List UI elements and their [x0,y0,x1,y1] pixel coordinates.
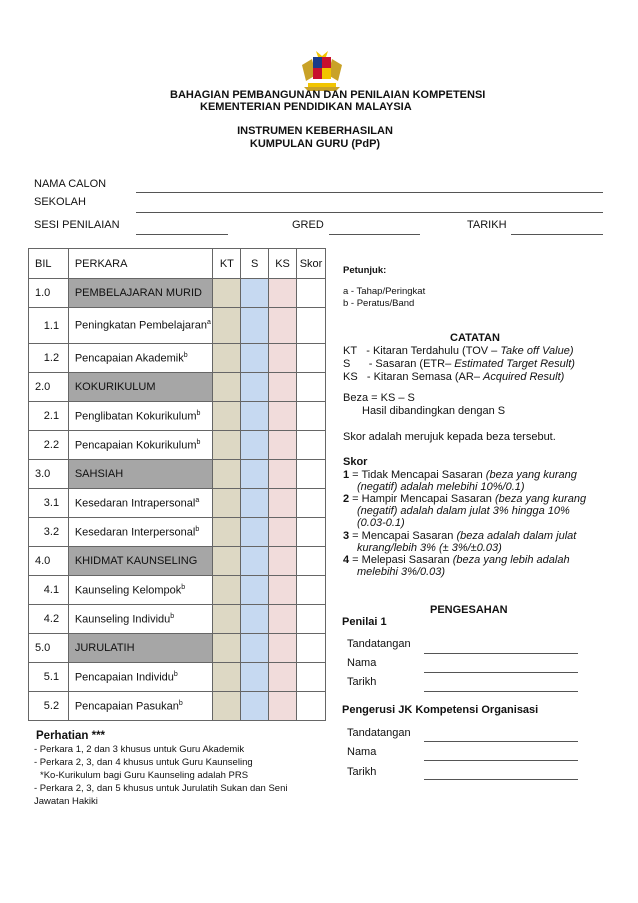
row-perkara [68,279,213,308]
table-row [29,576,326,605]
nama-calon-line[interactable] [136,192,603,193]
table-row [29,431,326,460]
skor-1-cont [357,481,525,493]
ks-cell[interactable] [269,279,297,308]
perhatian-line-3: *Ko-Kurikulum bagi Guru Kaunseling adalah PRS [40,770,249,781]
penilai-tandatangan-line[interactable] [424,653,578,654]
catatan-kt [343,345,574,357]
pengerusi-label: Pengerusi JK Kompetensi Organisasi [342,704,539,716]
row-perkara-text: KHIDMAT KAUNSELING [74,555,198,567]
skor-2-cont2-text: (0.03-0.1) [357,517,405,529]
beza-formula: Beza = KS – S [343,392,415,404]
ks-cell[interactable] [269,308,297,344]
kt-cell[interactable] [213,344,241,373]
kt-italic: Take off Value) [500,345,574,357]
skor-cell[interactable] [297,308,326,344]
row-perkara-text: Kaunseling Kelompok [74,584,182,597]
petunjuk-title: Petunjuk: [343,265,387,276]
skor-2-cont1 [357,505,570,517]
row-bil: 2.2 [29,431,69,460]
row-perkara-text: SAHSIAH [74,468,124,480]
ks-cell[interactable] [269,634,297,663]
skor-4-num: 4 [343,554,350,566]
row-bil: 4.1 [29,576,69,605]
row-perkara [68,402,213,431]
petunjuk-b: b - Peratus/Band [343,298,415,309]
table-row [29,663,326,692]
col-ks: KS [269,249,297,279]
skor-4-text: = Melepasi Sasaran [349,554,453,566]
ks-cell[interactable] [269,373,297,402]
skor-cell[interactable] [297,634,326,663]
row-perkara-text: Penglibatan Kokurikulum [74,410,197,423]
row-perkara-text: KOKURIKULUM [74,381,156,393]
skor-1-italic: (beza yang kurang [485,469,577,481]
skor-cell[interactable] [297,373,326,402]
pengerusi-nama-line[interactable] [424,760,578,761]
dept-title: BAHAGIAN PEMBANGUNAN DAN PENILAIAN KOMPETENSI [170,89,486,101]
skor-4-cont [357,566,445,578]
s-cell[interactable] [241,547,269,576]
skor-cell[interactable] [297,547,326,576]
ks-cell[interactable] [269,692,297,721]
row-indicator: b [196,409,201,417]
table-row [29,402,326,431]
penilai-nama-label: Nama [347,657,377,669]
s-cell[interactable] [241,308,269,344]
kt-cell[interactable] [213,373,241,402]
skor-cell[interactable] [297,605,326,634]
perhatian-line-1: - Perkara 1, 2 dan 3 khusus untuk Guru Akademik [34,744,245,755]
skor-2-text: = Hampir Mencapai Sasaran [349,493,495,505]
penilai-nama-line[interactable] [424,672,578,673]
s-code: S [343,358,351,370]
ks-cell[interactable] [269,344,297,373]
table-header-row [29,249,326,279]
sesi-penilaian-label: SESI PENILAIAN [34,219,120,231]
row-perkara-text: Kesedaran Interpersonal [74,526,196,539]
row-bil: 4.0 [29,547,69,576]
s-cell[interactable] [241,663,269,692]
row-bil: 4.2 [29,605,69,634]
ks-code: KS [343,371,358,383]
skor-3 [343,530,576,542]
ks-text: - Kitaran Semasa (AR– [366,371,484,383]
nama-calon-label: NAMA CALON [34,178,107,190]
penilai-1-label: Penilai 1 [342,616,387,628]
skor-cell[interactable] [297,663,326,692]
skor-1 [343,469,577,481]
row-perkara [68,344,213,373]
row-perkara [68,692,213,721]
row-perkara [68,634,213,663]
row-indicator: a [206,319,211,327]
kt-cell[interactable] [213,489,241,518]
kt-cell[interactable] [213,308,241,344]
row-bil: 1.0 [29,279,69,308]
skor-cell[interactable] [297,402,326,431]
group-title: KUMPULAN GURU (PdP) [249,138,381,150]
row-perkara [68,518,213,547]
row-perkara-text: Pencapaian Individu [74,671,174,684]
skor-3-text: = Mencapai Sasaran [349,530,457,542]
table-row [29,518,326,547]
row-indicator: b [183,351,188,359]
ks-cell[interactable] [269,663,297,692]
s-cell[interactable] [241,576,269,605]
instrument-title: INSTRUMEN KEBERHASILAN [237,125,393,137]
penilai-tarikh-label: Tarikh [347,676,377,688]
kt-cell[interactable] [213,663,241,692]
ks-cell[interactable] [269,460,297,489]
row-indicator: a [195,496,200,504]
row-bil: 3.1 [29,489,69,518]
row-perkara [68,547,213,576]
row-perkara [68,663,213,692]
skor-cell[interactable] [297,692,326,721]
table-row [29,344,326,373]
assessment-table [28,248,326,721]
s-cell[interactable] [241,344,269,373]
s-cell[interactable] [241,518,269,547]
skor-2-cont2 [357,517,405,529]
row-bil: 3.0 [29,460,69,489]
skor-3-cont [357,542,502,554]
pengerusi-nama-label: Nama [347,746,377,758]
pengerusi-tandatangan-line[interactable] [424,741,578,742]
perhatian-line-4: - Perkara 2, 3, dan 5 khusus untuk Jurulatih Sukan dan Seni [34,783,288,794]
ks-cell[interactable] [269,605,297,634]
row-perkara [68,460,213,489]
skor-note: Skor adalah merujuk kepada beza tersebut. [343,431,556,443]
kt-cell[interactable] [213,279,241,308]
perhatian-title: Perhatian *** [36,730,106,742]
sekolah-line[interactable] [136,212,603,213]
skor-4-cont-text: melebihi 3%/0.03) [357,566,446,578]
skor-1-text: = Tidak Mencapai Sasaran [349,469,486,481]
row-perkara-text: Kesedaran Intrapersonal [74,497,196,510]
row-bil: 3.2 [29,518,69,547]
s-cell[interactable] [241,692,269,721]
row-bil: 5.2 [29,692,69,721]
s-cell[interactable] [241,605,269,634]
skor-1-cont-text: (negatif) adalah melebihi 10%/0.1) [357,481,525,493]
section-row [29,373,326,402]
row-bil: 2.1 [29,402,69,431]
s-italic: Estimated Target Result) [454,358,575,370]
skor-2-cont1-text: (negatif) adalah dalam julat 3% hingga 10% [357,505,570,517]
ministry-title: KEMENTERIAN PENDIDIKAN MALAYSIA [200,101,412,113]
col-kt: KT [213,249,241,279]
s-cell[interactable] [241,634,269,663]
tarikh-line[interactable] [511,234,603,235]
kt-cell[interactable] [213,576,241,605]
row-indicator: b [178,699,183,707]
s-cell[interactable] [241,279,269,308]
gred-line[interactable] [329,234,420,235]
skor-2-italic: (beza yang kurang [494,493,587,505]
ks-cell[interactable] [269,489,297,518]
row-perkara-text: PEMBELAJARAN MURID [74,287,202,299]
col-bil: BIL [29,249,69,279]
skor-cell[interactable] [297,489,326,518]
row-indicator: b [195,525,200,533]
section-row [29,279,326,308]
catatan-ks [343,371,564,383]
skor-cell[interactable] [297,431,326,460]
row-perkara [68,605,213,634]
row-bil: 5.0 [29,634,69,663]
ks-cell[interactable] [269,547,297,576]
row-bil: 1.1 [29,308,69,344]
row-perkara [68,373,213,402]
kt-cell[interactable] [213,431,241,460]
ks-cell[interactable] [269,518,297,547]
kt-text: - Kitaran Terdahulu (TOV – [366,345,501,357]
row-indicator: b [181,583,186,591]
section-row [29,634,326,663]
col-skor: Skor [297,249,326,279]
s-cell[interactable] [241,402,269,431]
perhatian-line-5: Jawatan Hakiki [34,796,98,807]
row-perkara [68,489,213,518]
skor-3-num: 3 [343,530,350,542]
tarikh-label: TARIKH [467,219,507,231]
row-perkara-text: JURULATIH [74,642,135,654]
row-indicator: b [170,612,175,620]
catatan-title: CATATAN [450,332,500,344]
ks-cell[interactable] [269,576,297,605]
table-row [29,489,326,518]
kt-cell[interactable] [213,402,241,431]
kt-code: KT [343,345,358,357]
col-s: S [241,249,269,279]
row-indicator: b [196,438,201,446]
petunjuk-a: a - Tahap/Peringkat [343,286,426,297]
row-bil: 2.0 [29,373,69,402]
penilai-tandatangan-label: Tandatangan [347,638,411,650]
pengerusi-tandatangan-label: Tandatangan [347,727,411,739]
skor-3-cont-text: kurang/lebih 3% (± 3%/±0.03) [357,542,502,554]
kt-cell[interactable] [213,634,241,663]
skor-1-num: 1 [343,469,350,481]
s-cell[interactable] [241,489,269,518]
table-row [29,692,326,721]
penilai-tarikh-line[interactable] [424,691,578,692]
skor-cell[interactable] [297,279,326,308]
col-perkara: PERKARA [68,249,213,279]
table-row [29,308,326,344]
row-perkara [68,576,213,605]
s-text: - Sasaran (ETR– [368,358,455,370]
perhatian-line-2: - Perkara 2, 3, dan 4 khusus untuk Guru Kaunseling [34,757,253,768]
kt-cell[interactable] [213,460,241,489]
pengerusi-tarikh-label: Tarikh [347,766,377,778]
malaysia-crest-icon [296,47,348,93]
s-cell[interactable] [241,373,269,402]
skor-4 [343,554,570,566]
ks-italic: Acquired Result) [483,371,565,383]
hasil-text: Hasil dibandingkan dengan S [362,405,506,417]
row-perkara-text: Peningkatan Pembelajaran [74,319,207,332]
s-cell[interactable] [241,460,269,489]
ks-cell[interactable] [269,402,297,431]
row-perkara-text: Pencapaian Kokurikulum [74,439,197,452]
skor-cell[interactable] [297,460,326,489]
kt-cell[interactable] [213,547,241,576]
skor-title: Skor [343,456,368,468]
skor-3-italic: (beza adalah dalam julat [456,530,577,542]
skor-cell[interactable] [297,344,326,373]
row-perkara-text: Pencapaian Akademik [74,352,184,365]
row-perkara-text: Pencapaian Pasukan [74,700,179,713]
pengerusi-tarikh-line[interactable] [424,779,578,780]
section-row [29,547,326,576]
ks-cell[interactable] [269,431,297,460]
row-perkara-text: Kaunseling Individu [74,613,171,626]
skor-2-num: 2 [343,493,350,505]
row-bil: 5.1 [29,663,69,692]
table-row [29,605,326,634]
sekolah-label: SEKOLAH [34,196,86,208]
skor-4-italic: (beza yang lebih adalah [452,554,570,566]
section-row [29,460,326,489]
row-indicator: b [173,670,178,678]
sesi-penilaian-line[interactable] [136,234,228,235]
kt-cell[interactable] [213,605,241,634]
gred-label: GRED [292,219,324,231]
row-perkara [68,431,213,460]
kt-cell[interactable] [213,518,241,547]
skor-2 [343,493,586,505]
row-perkara [68,308,213,344]
pengesahan-title: PENGESAHAN [430,604,508,616]
kt-cell[interactable] [213,692,241,721]
skor-cell[interactable] [297,576,326,605]
catatan-s [343,358,575,370]
row-bil: 1.2 [29,344,69,373]
skor-cell[interactable] [297,518,326,547]
s-cell[interactable] [241,431,269,460]
